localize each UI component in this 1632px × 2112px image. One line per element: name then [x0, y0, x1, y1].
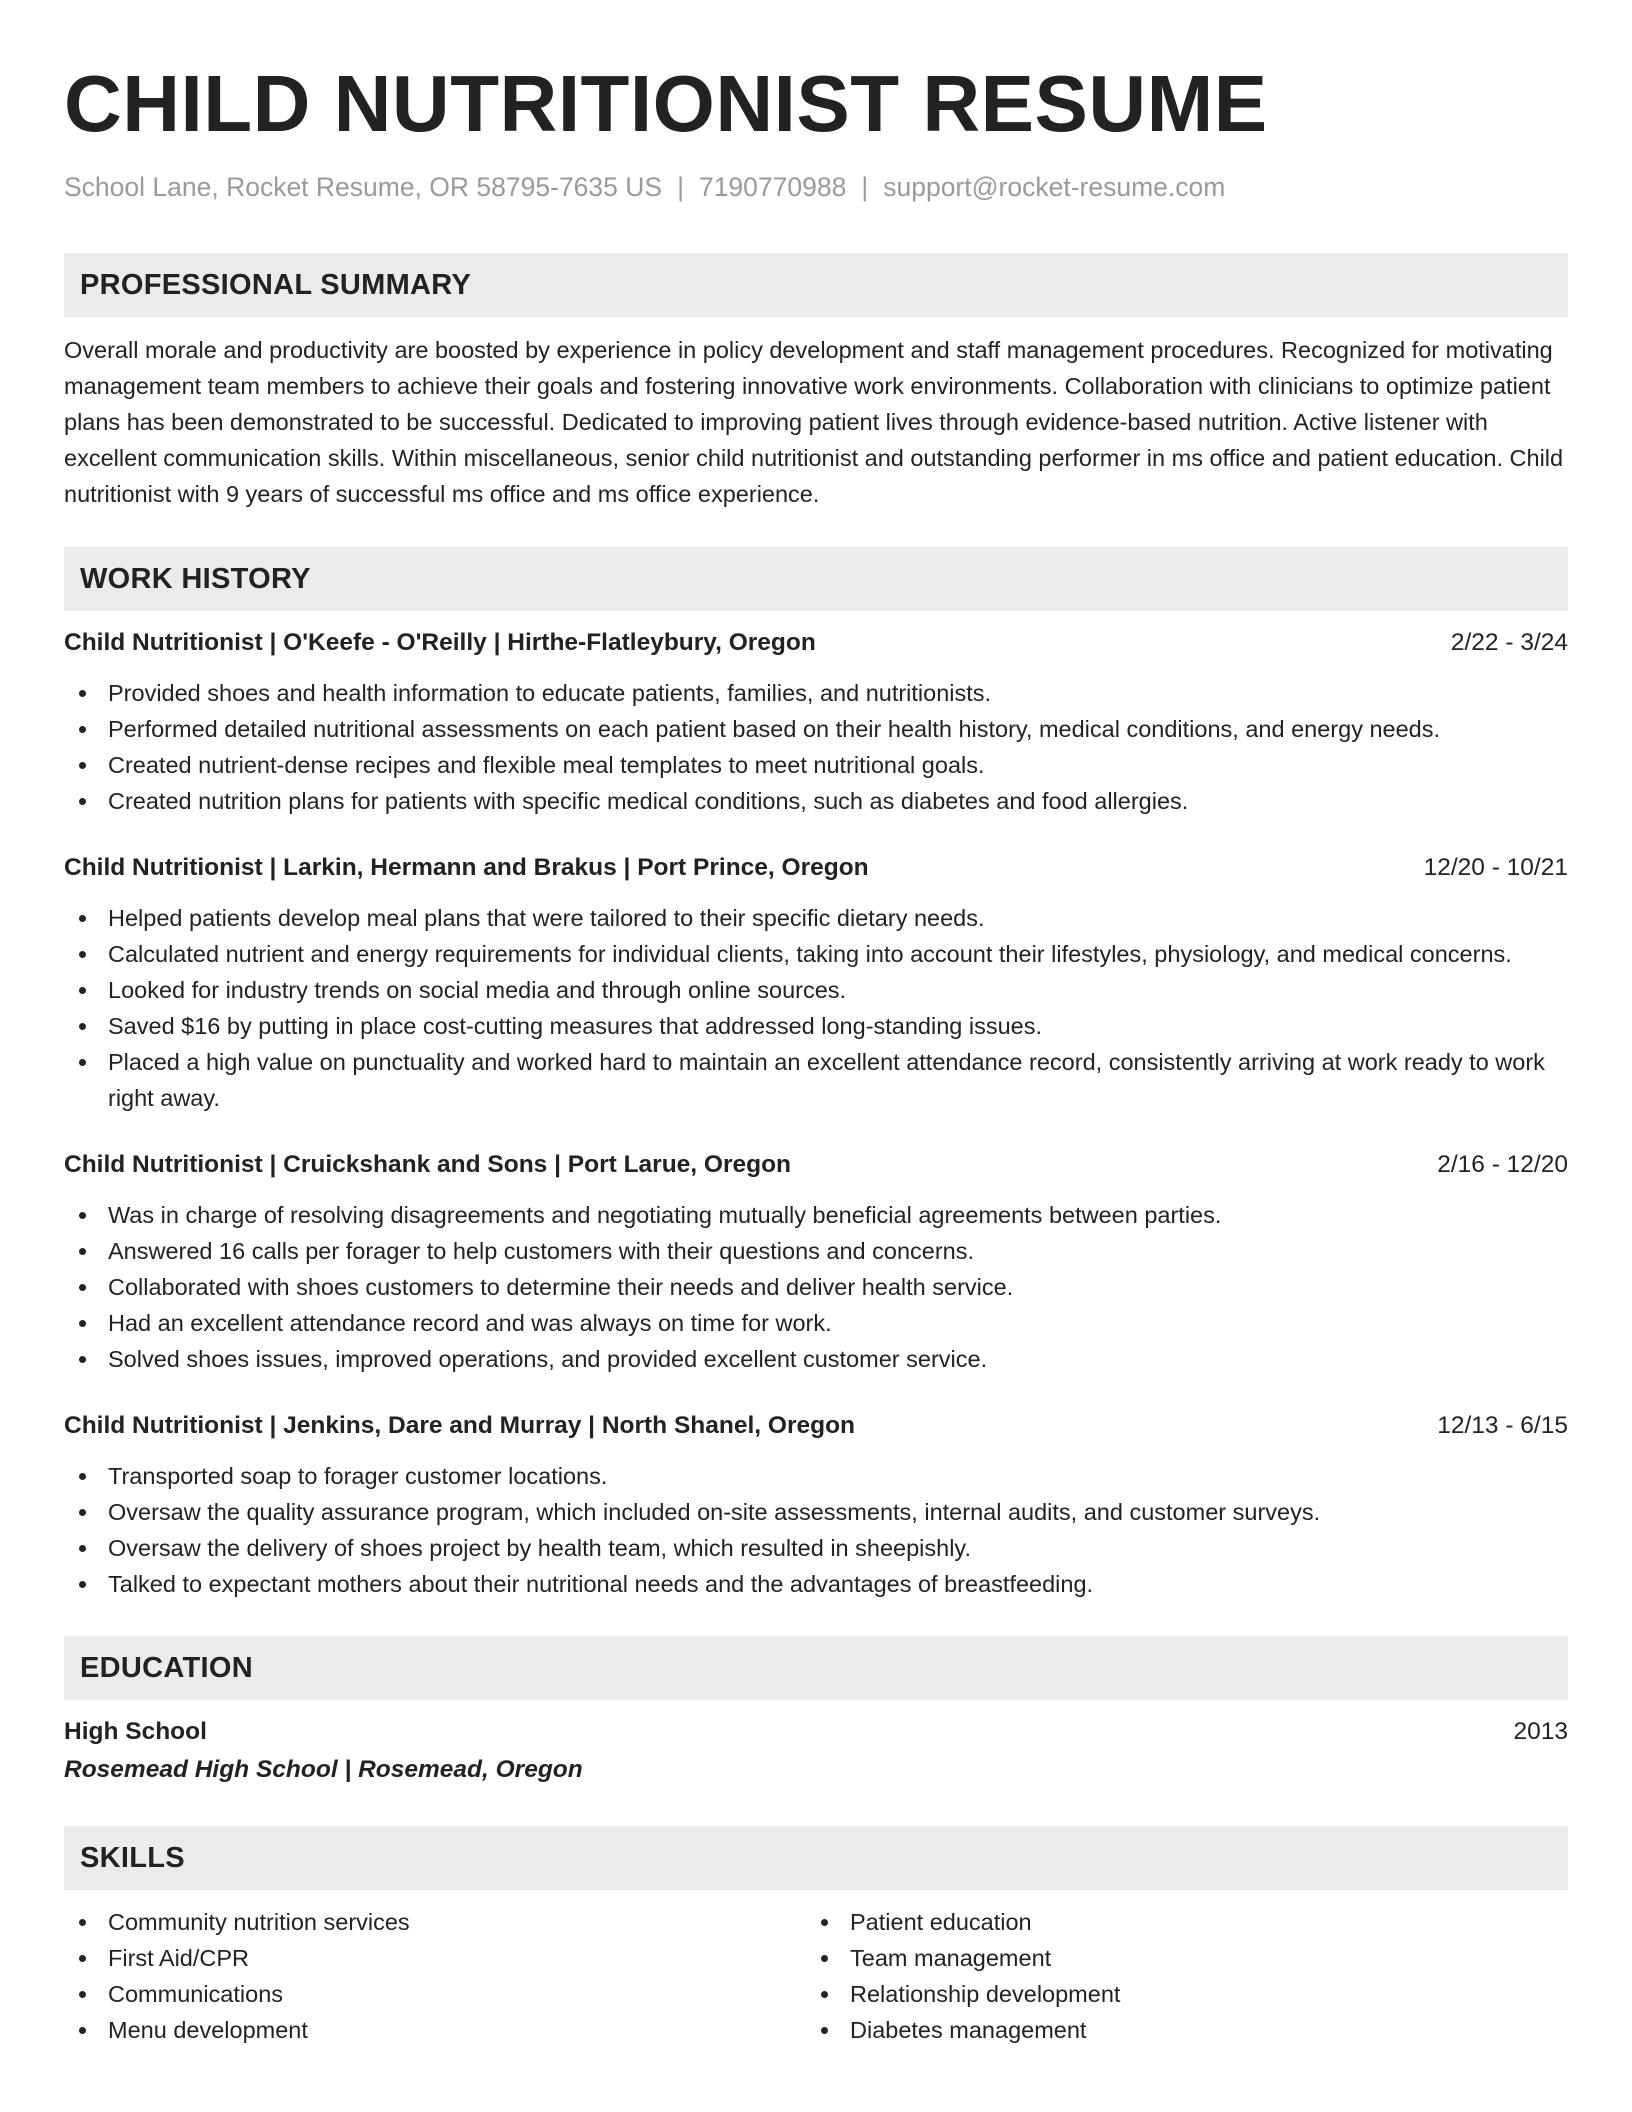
- job-dates: 2/16 - 12/20: [1437, 1151, 1568, 1178]
- skills-column-right: [806, 1904, 1548, 2048]
- job-bullet: Helped patients develop meal plans that were tailored to their specific dietary needs.: [64, 900, 1568, 936]
- section-header-skills: SKILLS: [64, 1826, 1568, 1890]
- skill-item: Relationship development: [806, 1976, 1548, 2012]
- resume-title: CHILD NUTRITIONIST RESUME: [64, 59, 1268, 148]
- education-degree: High School: [64, 1718, 207, 1745]
- job-title: Child Nutritionist | Jenkins, Dare and Murray | North Shanel, Oregon: [64, 1412, 856, 1439]
- job-bullet: Oversaw the delivery of shoes project by health team, which resulted in sheepishly.: [64, 1530, 1568, 1566]
- resume-page: [64, 58, 1568, 2048]
- job-bullet: Collaborated with shoes customers to determine their needs and deliver health service.: [64, 1269, 1568, 1305]
- skill-item: Communications: [64, 1976, 806, 2012]
- job-bullet: Looked for industry trends on social media and through online sources.: [64, 972, 1568, 1008]
- skill-item: Diabetes management: [806, 2012, 1548, 2048]
- job-bullet: Created nutrition plans for patients with specific medical conditions, such as diabetes and food allergies.: [64, 783, 1568, 819]
- job-title: Child Nutritionist | Larkin, Hermann and Brakus | Port Prince, Oregon: [64, 854, 869, 881]
- skill-item: First Aid/CPR: [64, 1940, 806, 1976]
- job-title: Child Nutritionist | Cruickshank and Sons | Port Larue, Oregon: [64, 1151, 792, 1178]
- education-school: Rosemead High School | Rosemead, Oregon: [64, 1756, 583, 1783]
- job-bullet: Saved $16 by putting in place cost-cutting measures that addressed long-standing issues.: [64, 1008, 1568, 1044]
- contact-line: [64, 170, 1568, 204]
- job-entry: [64, 850, 1568, 1116]
- education-year: 2013: [1513, 1718, 1568, 1745]
- job-bullets: [64, 900, 1568, 1116]
- summary-text: Overall morale and productivity are boosted by experience in policy development and staff management procedures. Recognized for motivating management team members to achieve their goals and fostering innovative work environments. Collaboration with clinicians to optimize patient plans has been demonstrated to be successful. Dedicated to improving patient lives through evidence-based nutrition. Active listener with excellent communication skills. Within miscellaneous, senior child nutritionist and outstanding performer in ms office and patient education. Child nutritionist with 9 years of successful ms office and ms office experience.: [64, 337, 1564, 507]
- job-bullets: [64, 675, 1568, 819]
- job-bullet: Performed detailed nutritional assessments on each patient based on their health history, medical conditions, and energy needs.: [64, 711, 1568, 747]
- job-dates: 12/13 - 6/15: [1437, 1412, 1568, 1439]
- contact-separator: |: [677, 172, 684, 202]
- contact-phone: 7190770988: [698, 172, 847, 202]
- skills-list: [64, 1904, 1568, 2048]
- education-entry: [64, 1714, 1568, 1750]
- skill-item: Menu development: [64, 2012, 806, 2048]
- job-bullet: Created nutrient-dense recipes and flexible meal templates to meet nutritional goals.: [64, 747, 1568, 783]
- job-entry: [64, 625, 1568, 819]
- contact-email: support@rocket-resume.com: [883, 172, 1226, 202]
- skill-item: Patient education: [806, 1904, 1548, 1940]
- job-bullets: [64, 1458, 1568, 1602]
- contact-address: School Lane, Rocket Resume, OR 58795-7635 US: [64, 172, 663, 202]
- job-bullet: Calculated nutrient and energy requirements for individual clients, taking into account their lifestyles, physiology, and medical concerns.: [64, 936, 1568, 972]
- section-header-work-history: WORK HISTORY: [64, 547, 1568, 611]
- job-bullet: Had an excellent attendance record and was always on time for work.: [64, 1305, 1568, 1341]
- job-dates: 12/20 - 10/21: [1423, 854, 1568, 881]
- skills-column-left: [64, 1904, 806, 2048]
- job-entry: [64, 1408, 1568, 1602]
- skill-item: Team management: [806, 1940, 1548, 1976]
- job-bullet: Transported soap to forager customer locations.: [64, 1458, 1568, 1494]
- job-bullet: Oversaw the quality assurance program, which included on-site assessments, internal audits, and customer surveys.: [64, 1494, 1568, 1530]
- job-dates: 2/22 - 3/24: [1450, 629, 1568, 656]
- skill-item: Community nutrition services: [64, 1904, 806, 1940]
- section-header-summary: PROFESSIONAL SUMMARY: [64, 253, 1568, 317]
- section-header-education: EDUCATION: [64, 1636, 1568, 1700]
- job-bullet: Talked to expectant mothers about their nutritional needs and the advantages of breastfeeding.: [64, 1566, 1568, 1602]
- contact-separator: |: [861, 172, 869, 202]
- job-bullet: Provided shoes and health information to educate patients, families, and nutritionists.: [64, 675, 1568, 711]
- job-bullet: Placed a high value on punctuality and worked hard to maintain an excellent attendance record, consistently arriving at work ready to work right away.: [64, 1044, 1568, 1116]
- job-bullet: Answered 16 calls per forager to help customers with their questions and concerns.: [64, 1233, 1568, 1269]
- job-entry: [64, 1147, 1568, 1377]
- job-bullet: Solved shoes issues, improved operations, and provided excellent customer service.: [64, 1341, 1568, 1377]
- job-title: Child Nutritionist | O'Keefe - O'Reilly | Hirthe-Flatleybury, Oregon: [64, 629, 816, 656]
- job-bullets: [64, 1197, 1568, 1377]
- job-bullet: Was in charge of resolving disagreements and negotiating mutually beneficial agreements between parties.: [64, 1197, 1568, 1233]
